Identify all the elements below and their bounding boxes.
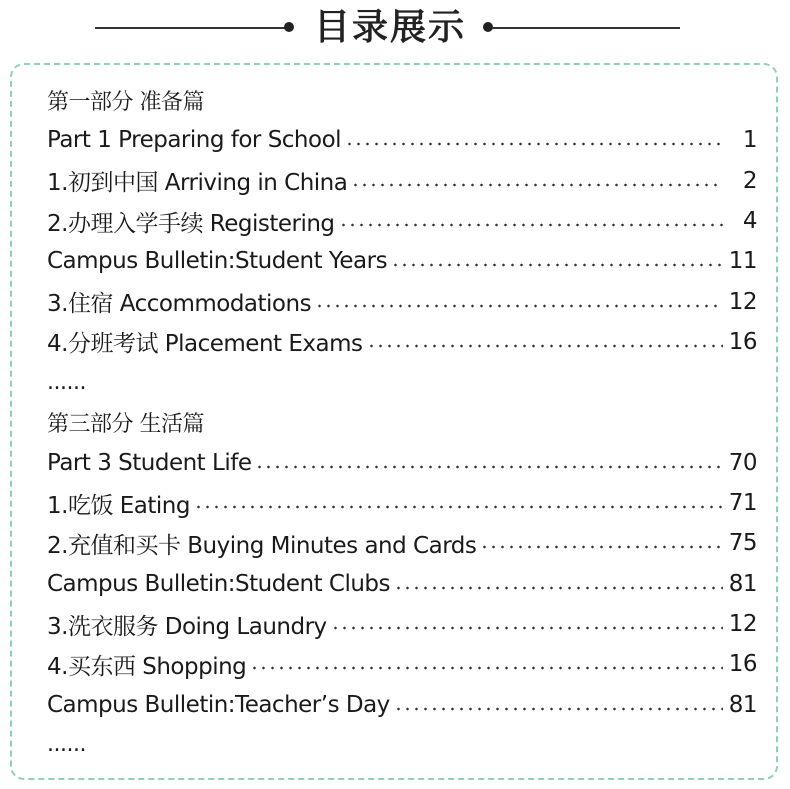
- toc-entry-page: 81: [728, 691, 757, 718]
- toc-entry-title: 4.买东西 Shopping: [47, 653, 247, 680]
- toc-entry-title: Part 3 Student Life: [47, 449, 252, 476]
- dot-leader: [394, 586, 723, 590]
- toc-entry: [47, 604, 757, 644]
- toc-entry-title: 2.办理入学手续 Registering: [47, 210, 335, 237]
- dot-leader: [250, 666, 723, 670]
- toc-entry-page: 81: [728, 570, 757, 597]
- toc-entry-title: 3.洗衣服务 Doing Laundry: [47, 613, 327, 640]
- page-title: 目录展示: [313, 7, 466, 48]
- toc-entry-page: 2: [742, 167, 757, 194]
- dot-leader: [480, 545, 723, 549]
- ellipsis: [47, 725, 757, 765]
- toc-entry-title: 1.初到中国 Arriving in China: [47, 170, 348, 197]
- header-right-line: [492, 27, 680, 29]
- header-left-dot: [284, 22, 294, 32]
- dot-leader: [345, 142, 723, 146]
- dot-leader: [339, 223, 723, 227]
- ellipsis: [47, 362, 757, 402]
- toc-entry-title: Campus Bulletin:Teacher’s Day: [47, 691, 390, 718]
- toc-entry-page: 11: [728, 248, 757, 275]
- toc-entry: [47, 120, 757, 160]
- toc-entry: [47, 483, 757, 523]
- toc-entry-title: 3.住宿 Accommodations: [47, 291, 312, 318]
- toc-entry-page: 1: [742, 127, 757, 154]
- section-heading: [47, 402, 757, 442]
- section-heading: [47, 80, 757, 120]
- toc-entry-page: 12: [728, 611, 757, 637]
- toc-entry: [47, 201, 757, 241]
- toc-entry-page: 4: [742, 208, 757, 235]
- toc-entry-title: Campus Bulletin:Student Years: [47, 248, 388, 275]
- toc-entry-page: 16: [728, 328, 757, 355]
- toc-entry: [47, 443, 757, 483]
- toc-entry-page: 71: [728, 490, 757, 517]
- toc-entry: [47, 684, 757, 724]
- header-left-line: [95, 27, 285, 29]
- toc-entry: [47, 241, 757, 281]
- section-heading-text: 第三部分 生活篇: [47, 412, 204, 438]
- section-heading-text: 第一部分 准备篇: [47, 89, 204, 115]
- dot-leader: [351, 183, 723, 187]
- dot-leader: [331, 626, 723, 630]
- toc-entry: [47, 564, 757, 604]
- ellipsis-text: ......: [47, 732, 86, 758]
- dot-leader: [394, 707, 723, 711]
- toc-entry: [47, 523, 757, 563]
- ellipsis-text: ......: [47, 369, 86, 395]
- toc-entry-page: 70: [728, 449, 757, 476]
- dot-leader: [315, 304, 723, 308]
- toc-entry-page: 12: [728, 288, 757, 315]
- toc-entry-title: 1.吃饭 Eating: [47, 492, 190, 519]
- table-of-contents: [47, 80, 757, 765]
- header: [0, 0, 790, 60]
- toc-entry: [47, 322, 757, 362]
- toc-entry-title: 2.充值和买卡 Buying Minutes and Cards: [47, 532, 477, 559]
- toc-entry: [47, 644, 757, 684]
- toc-entry: [47, 161, 757, 201]
- dot-leader: [255, 465, 723, 469]
- dot-leader: [367, 344, 724, 348]
- toc-entry-title: Part 1 Preparing for School: [47, 127, 342, 154]
- toc-entry-page: 16: [728, 651, 757, 678]
- toc-entry-page: 75: [728, 530, 757, 557]
- dot-leader: [194, 505, 723, 509]
- toc-entry-title: Campus Bulletin:Student Clubs: [47, 570, 391, 597]
- toc-entry: [47, 281, 757, 321]
- toc-entry-title: 4.分班考试 Placement Exams: [47, 331, 363, 358]
- dot-leader: [391, 263, 723, 267]
